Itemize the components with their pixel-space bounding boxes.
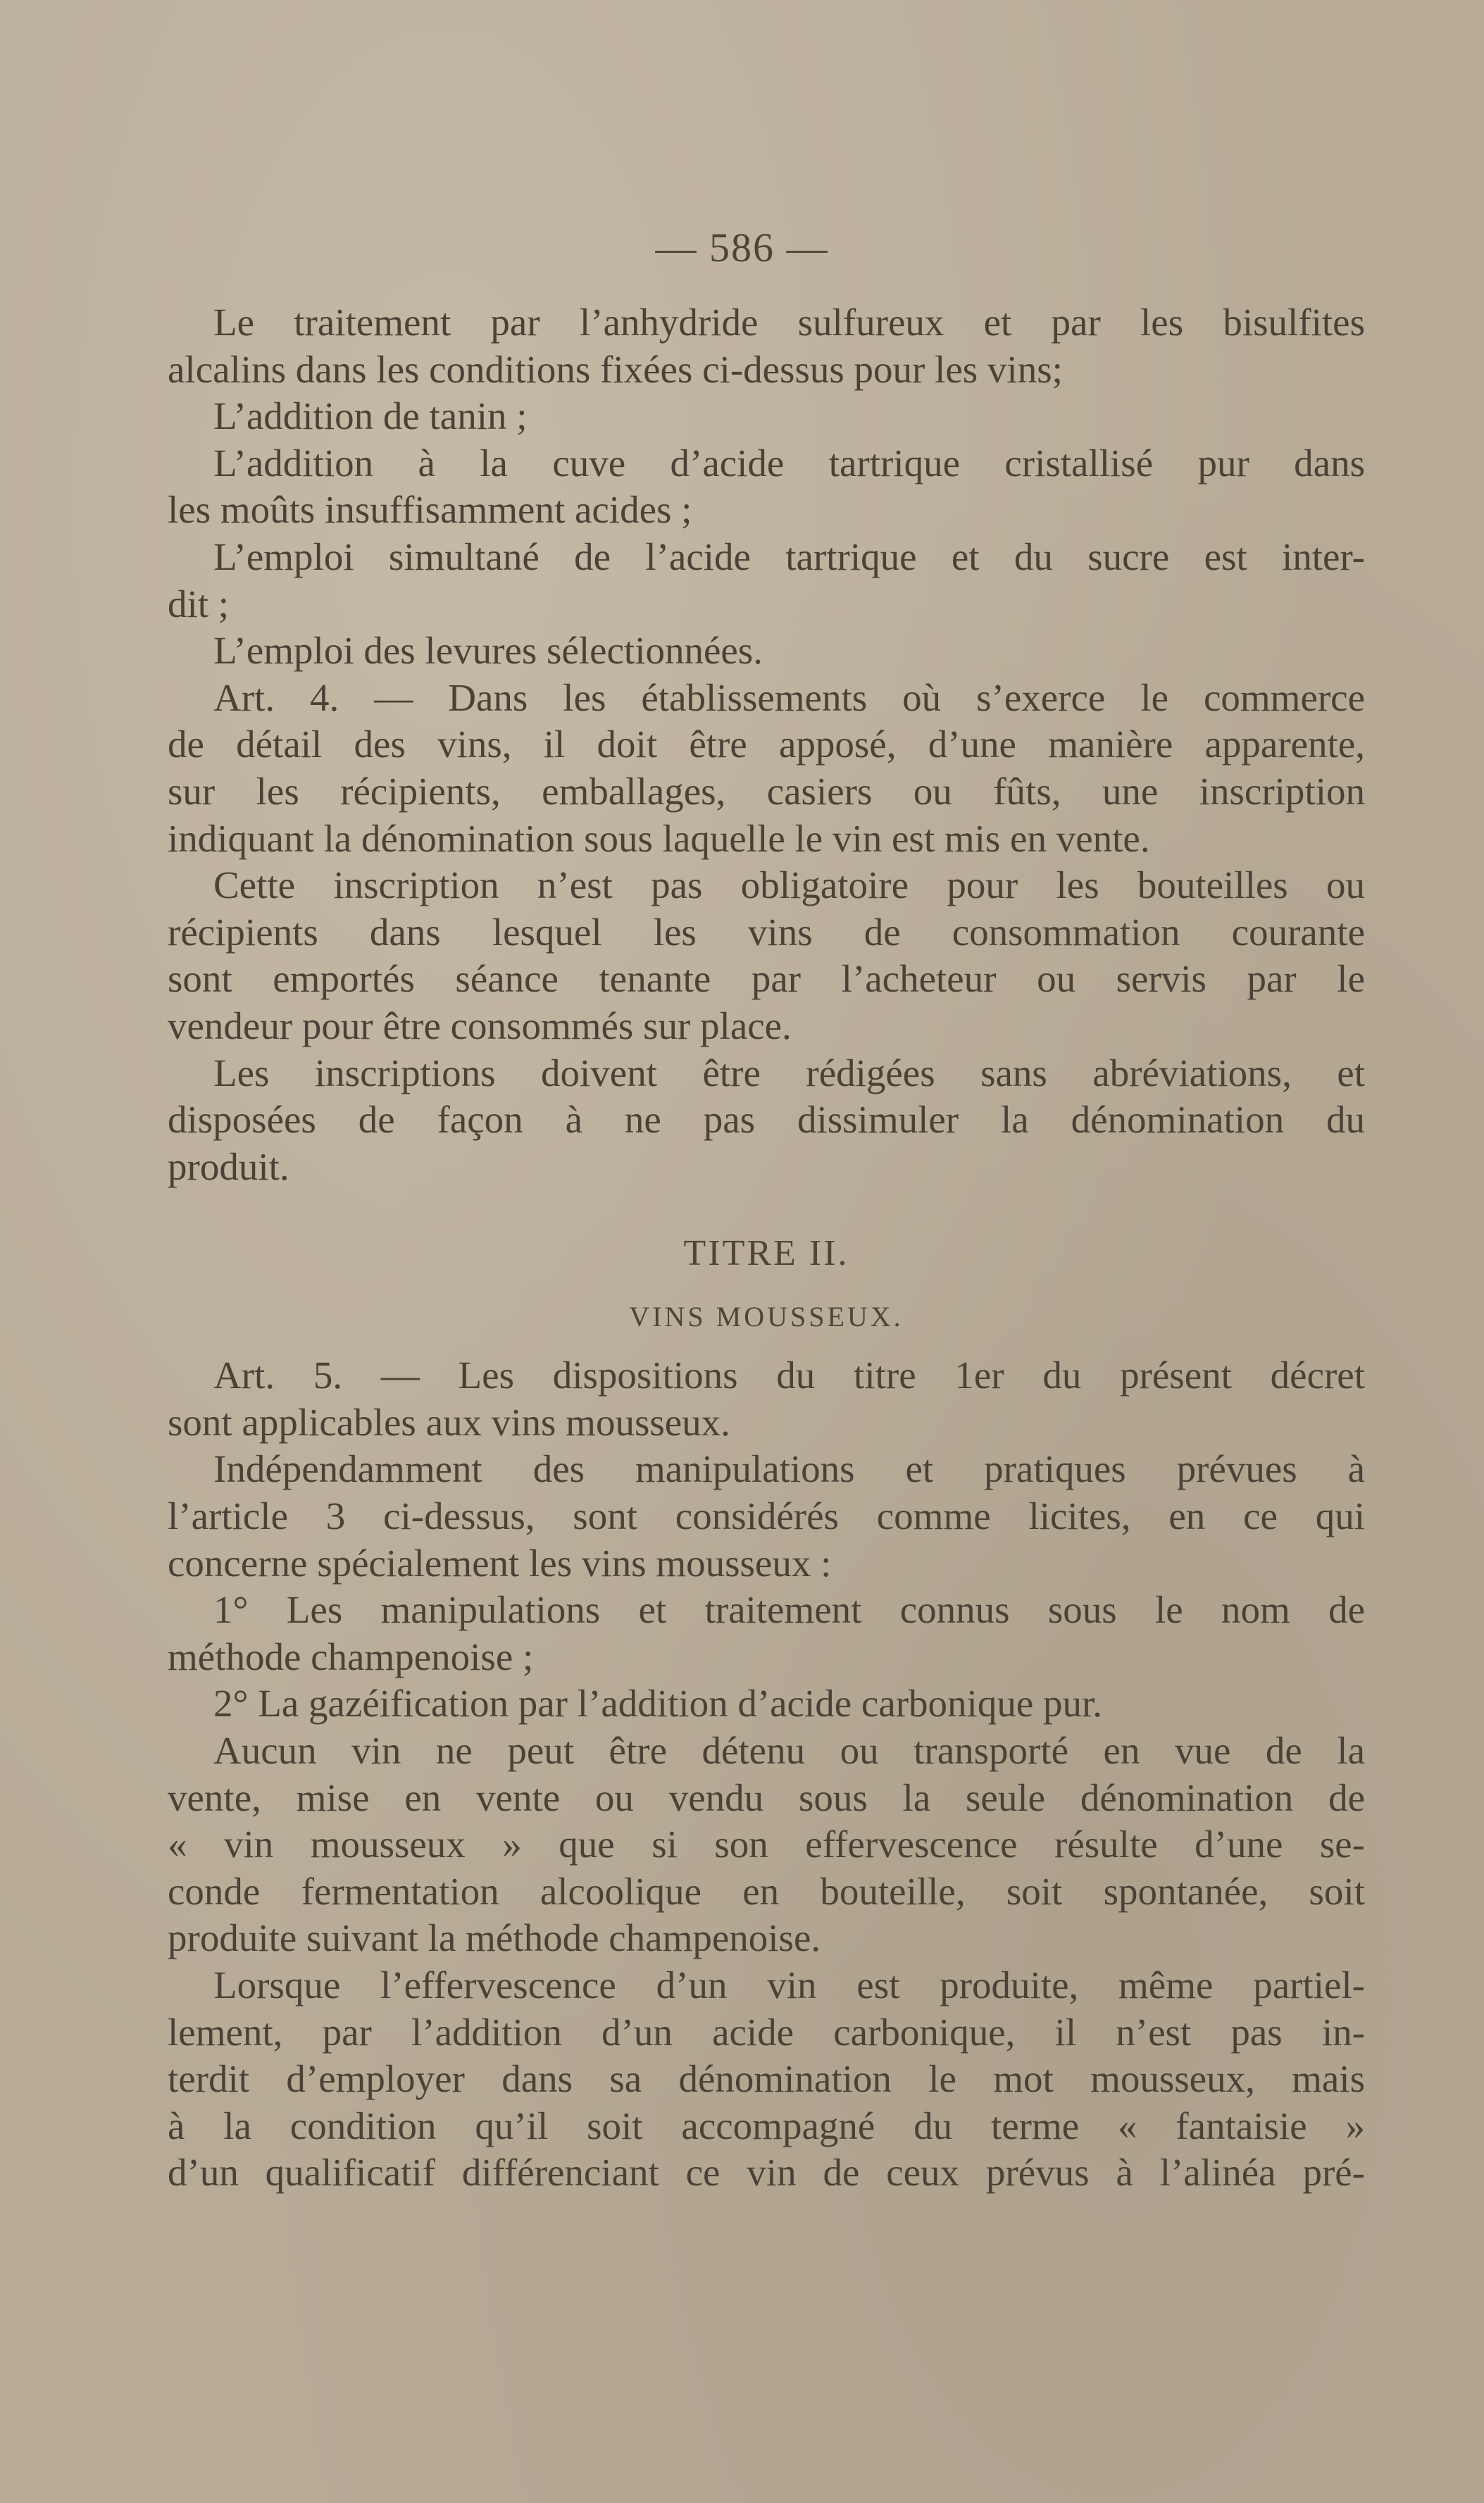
- text-line: Art. 5. — Les dispositions du titre 1er du présent décret: [213, 1354, 1365, 1397]
- text-line: méthode champenoise ;: [168, 1635, 534, 1678]
- page-number: — 586 —: [655, 225, 829, 270]
- text-line: Aucun vin ne peut être détenu ou transporté en vue de la: [213, 1729, 1365, 1773]
- text-line: Lorsque l’effervescence d’un vin est produite, même partiel-: [213, 1964, 1365, 2006]
- text-line: l’article 3 ci-dessus, sont considérés comme licites, en ce qui: [168, 1494, 1365, 1538]
- text-line: d’un qualificatif différenciant ce vin de ceux prévus à l’alinéa pré-: [168, 2151, 1365, 2195]
- text-line: dit ;: [168, 582, 230, 625]
- text-line: terdit d’employer dans sa dénomination le mot mousseux, mais: [168, 2057, 1365, 2101]
- section-title: TITRE II.: [683, 1233, 849, 1274]
- text-line: vente, mise en vente ou vendu sous la seule dénomination de: [168, 1775, 1365, 1819]
- text-line: produite suivant la méthode champenoise.: [168, 1916, 821, 1960]
- text-line: les moûts insuffisamment acides ;: [168, 488, 692, 532]
- body-text: [168, 299, 1365, 2197]
- text-line: sont applicables aux vins mousseux.: [168, 1400, 730, 1444]
- text-line: indiquant la dénomination sous laquelle le vin est mis en vente.: [168, 816, 1150, 860]
- text-line: L’emploi des levures sélectionnées.: [213, 629, 763, 673]
- text-line: L’emploi simultané de l’acide tartrique et du sucre est inter-: [213, 535, 1365, 578]
- text-line: Le traitement par l’anhydride sulfureux et par les bisulfites: [213, 301, 1365, 344]
- text-line: lement, par l’addition d’un acide carbonique, il n’est pas in-: [168, 2010, 1365, 2054]
- text-line: L’addition de tanin ;: [213, 394, 528, 438]
- text-line: Art. 4. — Dans les établissements où s’exerce le commerce: [213, 675, 1365, 719]
- text-line: conde fermentation alcoolique en bouteille, soit spontanée, soit: [168, 1869, 1365, 1913]
- section-subtitle: VINS MOUSSEUX.: [629, 1301, 904, 1333]
- text-line: récipients dans lesquel les vins de consommation courante: [168, 910, 1365, 954]
- text-line: sur les récipients, emballages, casiers ou fûts, une inscription: [168, 769, 1365, 813]
- text-line: Cette inscription n’est pas obligatoire pour les bouteilles ou: [213, 863, 1365, 907]
- text-line: 1° Les manipulations et traitement connus sous le nom de: [213, 1588, 1365, 1632]
- text-line: de détail des vins, il doit être apposé, d’une manière apparente,: [168, 723, 1365, 766]
- text-line: disposées de façon à ne pas dissimuler la dénomination du: [168, 1098, 1365, 1142]
- text-line: Les inscriptions doivent être rédigées sans abréviations, et: [213, 1051, 1365, 1094]
- text-line: alcalins dans les conditions fixées ci-dessus pour les vins;: [168, 347, 1063, 391]
- text-line: concerne spécialement les vins mousseux :: [168, 1541, 832, 1585]
- text-line: vendeur pour être consommés sur place.: [168, 1004, 792, 1047]
- text-line: sont emportés séance tenante par l’acheteur ou servis par le: [168, 957, 1365, 1001]
- text-line: à la condition qu’il soit accompagné du terme « fantaisie »: [168, 2104, 1365, 2147]
- text-part-1: [168, 299, 1365, 1190]
- text-line: produit.: [168, 1144, 289, 1188]
- text-line: Indépendamment des manipulations et pratiques prévues à: [213, 1447, 1365, 1491]
- text-line: 2° La gazéification par l’addition d’acide carbonique pur.: [213, 1682, 1103, 1725]
- text-line: L’addition à la cuve d’acide tartrique cristallisé pur dans: [213, 441, 1365, 485]
- text-part-2: [168, 1352, 1365, 2197]
- text-line: « vin mousseux » que si son effervescence résulte d’une se-: [168, 1823, 1365, 1866]
